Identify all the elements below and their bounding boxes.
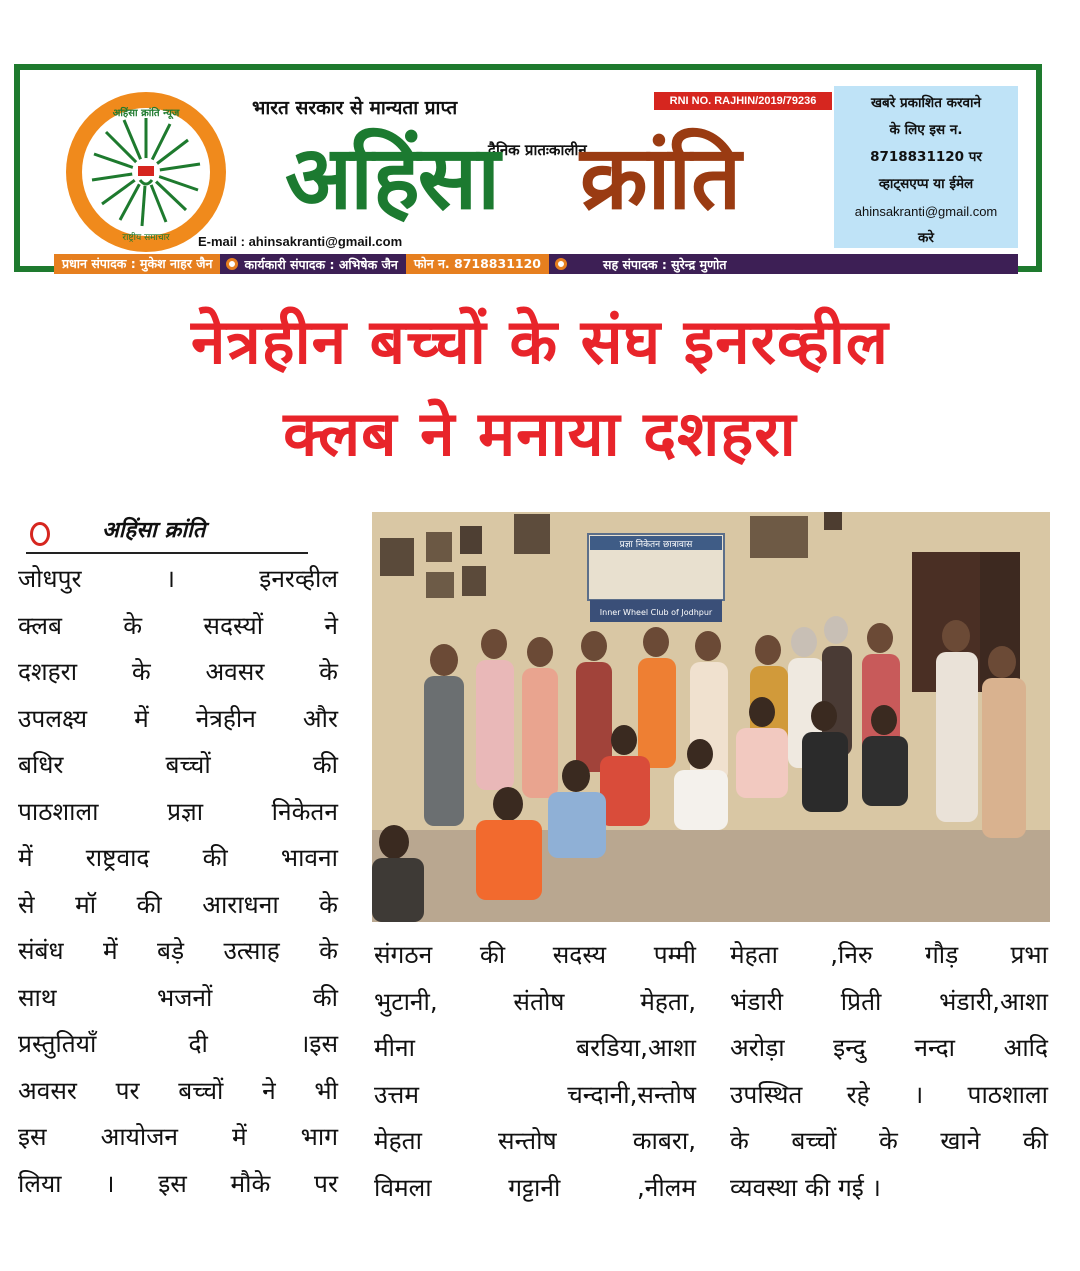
article-line: संबंध में बड़े उत्साह के (18, 936, 338, 965)
article-line: मेहता सन्तोष काबरा, (374, 1126, 696, 1155)
article-line: बधिर बच्चों की (18, 750, 338, 779)
masthead-email: E-mail : ahinsakranti@gmail.com (198, 234, 403, 249)
headline-line-2: क्लब ने मनाया दशहरा (283, 397, 797, 470)
article-line: से मॉ की आराधना के (18, 889, 338, 919)
submission-notice (834, 86, 1018, 248)
banner2-text: Inner Wheel Club of Jodhpur (599, 608, 713, 617)
edition-label: दैनिक प्रातःकालीन (488, 141, 587, 159)
article-line: साथ भजनों की (18, 982, 338, 1012)
editor-strip (54, 254, 1018, 274)
notice-line: खबरे प्रकाशित करवाने (871, 95, 981, 111)
article-line: भंडारी प्रिती भंडारी,आशा (730, 986, 1048, 1016)
executive-editor: कार्यकारी संपादक : अभिषेक जैन (244, 256, 398, 272)
article-line: लिया । इस मौके पर (18, 1168, 338, 1198)
article-line: संगठन की सदस्य पम्मी (374, 940, 696, 969)
article-column-1 (18, 556, 338, 1207)
newspaper-logo (62, 88, 230, 256)
article-line: इस आयोजन में भाग (18, 1122, 338, 1151)
byline (26, 514, 308, 554)
co-editor: सह संपादक : सुरेन्द्र मुणोत (603, 256, 727, 272)
banner-text: प्रज्ञा निकेतन छात्रावास (619, 540, 693, 550)
recognition-text: भारत सरकार से मान्यता प्राप्त (252, 97, 458, 119)
group-photo-illustration (372, 512, 1050, 922)
newspaper-title-part2: क्रांति (580, 126, 740, 229)
byline-name: अहिंसा क्रांति (102, 518, 206, 543)
notice-email: ahinsakranti@gmail.com (854, 204, 998, 219)
separator-dot (226, 258, 238, 270)
article-line: भुटानी, संतोष मेहता, (374, 986, 696, 1016)
notice-line: 8718831120 पर (870, 149, 982, 165)
article-line: क्लब के सदस्यों ने (18, 610, 338, 640)
phone-number: फोन न. 8718831120 (406, 254, 549, 274)
article-line: मीना बरडिया,आशा (374, 1033, 696, 1062)
article-line: उपलक्ष्य में नेत्रहीन और (18, 703, 338, 733)
article-line: में राष्ट्रवाद की भावना (18, 843, 338, 872)
article-headline (0, 296, 1080, 480)
article-line: प्रस्तुतियाँ दी ।इस (18, 1029, 338, 1058)
article-line: जोधपुर । इनरव्हील (18, 564, 338, 593)
notice-line: के लिए इस न. (889, 122, 963, 138)
article-line: मेहता ,निरु गौड़ प्रभा (730, 940, 1048, 969)
article-line: अरोड़ा इन्दु नन्दा आदि (730, 1033, 1048, 1062)
masthead (14, 64, 1042, 272)
article-line: पाठशाला प्रज्ञा निकेतन (18, 796, 338, 826)
article-line: विमला गट्टानी ,नीलम (374, 1172, 696, 1202)
article-line: उपस्थित रहे । पाठशाला (730, 1079, 1048, 1109)
article-line: के बच्चों के खाने की (730, 1126, 1048, 1155)
chief-editor: प्रधान संपादक : मुकेश नाहर जैन (54, 254, 220, 274)
notice-line: करे (918, 230, 934, 246)
article-column-3 (730, 932, 1048, 1211)
group-photo (372, 512, 1050, 922)
article-line: व्यवस्था की गई । (730, 1172, 881, 1202)
headline-line-1: नेत्रहीन बच्चों के संघ इनरव्हील (191, 305, 889, 378)
svg-text:अहिंसा क्रांति न्यूज: अहिंसा क्रांति न्यूज (112, 108, 180, 119)
byline-circle-icon (30, 522, 50, 546)
article-column-2 (374, 932, 696, 1211)
notice-line: व्हाट्सएप्प या ईमेल (878, 176, 974, 192)
article-line: दशहरा के अवसर के (18, 657, 338, 686)
separator-dot (555, 258, 567, 270)
article-line: अवसर पर बच्चों ने भी (18, 1075, 338, 1105)
svg-text:राष्ट्रीय समाचार: राष्ट्रीय समाचार (122, 233, 170, 243)
article-line: उत्तम चन्दानी,सन्तोष (374, 1079, 696, 1109)
rni-number: RNI NO. RAJHIN/2019/79236 (654, 92, 832, 110)
newspaper-title-part1: अहिंसा (285, 126, 499, 229)
